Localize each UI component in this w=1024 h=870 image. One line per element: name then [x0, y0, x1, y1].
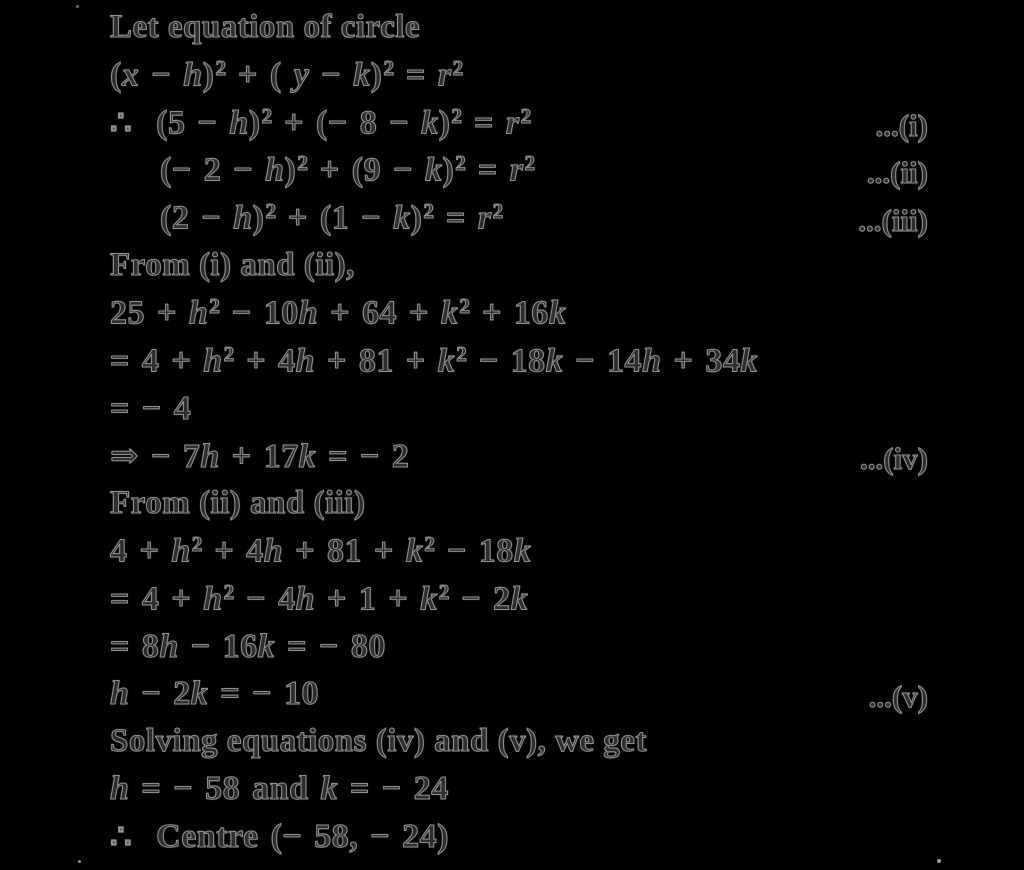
- line-text: = 8h − 16k = − 80: [110, 627, 386, 665]
- therefore-symbol: ∴: [110, 818, 133, 856]
- line-text: Let equation of circle: [110, 9, 421, 46]
- line-intro: [110, 4, 1024, 52]
- line-text: h − 2k = − 10: [110, 675, 320, 713]
- eq-ii: [110, 147, 1024, 195]
- line-text: = $4 + h^2 + 4h + 81 + k^2 - 18k - 14h + 34k$: [110, 341, 758, 380]
- line-text: ⇒ − 7h + 17k = − 2: [110, 438, 410, 476]
- eq-expansion-right: [110, 337, 1024, 385]
- line-text: Solving equations (iv) and (v), we get: [110, 723, 647, 760]
- line-text: From (ii) and (iii): [110, 485, 366, 522]
- equation-label-ii: ...(ii): [866, 155, 928, 191]
- line-text: Centre (− 58, − 24): [156, 817, 449, 855]
- eq-i: [110, 99, 1024, 147]
- solution-text-block: [110, 4, 1024, 861]
- line-text: $25 + h^2 - 10h + 64 + k^2 + 16k$: [110, 294, 567, 332]
- eq-expansion2-right: [110, 575, 1024, 623]
- line-h-k-values: [110, 766, 1024, 814]
- line-text: $(x - h)^2$ + ( $y - k)^2 = r^2$: [110, 56, 464, 94]
- equation-label-iii: ...(iii): [858, 203, 928, 239]
- scan-speck: [78, 860, 81, 863]
- eq-circle-general: [110, 52, 1024, 100]
- line-text: $4 + h^2 + 4h + 81 + k^2 - 18k$: [110, 532, 532, 570]
- equation-label-iv: ...(iv): [859, 440, 928, 476]
- line-from-ii-iii: [110, 480, 1024, 528]
- line-centre-result: [110, 813, 1024, 861]
- line-text: $(5 - h)^2$ + (− $8 - k)^2 = r^2$: [156, 103, 532, 142]
- line-text: (− $2 - h)^2 + (9 - k)^2 = r^2$: [160, 151, 535, 189]
- eq-v: [110, 670, 1024, 718]
- scan-speck: [76, 5, 79, 8]
- line-solving: [110, 718, 1024, 766]
- eq-iv: [110, 432, 1024, 480]
- eq-expansion-left: [110, 290, 1024, 338]
- eq-iii: [110, 194, 1024, 242]
- line-text: h = − 58 and k = − 24: [110, 770, 449, 808]
- equation-label-v: ...(v): [868, 678, 928, 714]
- line-text: $(2 - h)^2 + (1 - k)^2 = r^2$: [160, 198, 504, 237]
- equation-label-i: ...(i): [875, 107, 928, 143]
- eq-equals-neg4: [110, 385, 1024, 433]
- line-text: = $4 + h^2 - 4h + 1 + k^2 - 2k$: [110, 579, 529, 618]
- therefore-symbol: ∴: [110, 104, 133, 142]
- line-text: = − 4: [110, 389, 192, 427]
- eq-8h-16k: [110, 623, 1024, 671]
- line-text: From (i) and (ii),: [110, 247, 355, 284]
- eq-expansion2-left: [110, 528, 1024, 576]
- line-from-i-ii: [110, 242, 1024, 290]
